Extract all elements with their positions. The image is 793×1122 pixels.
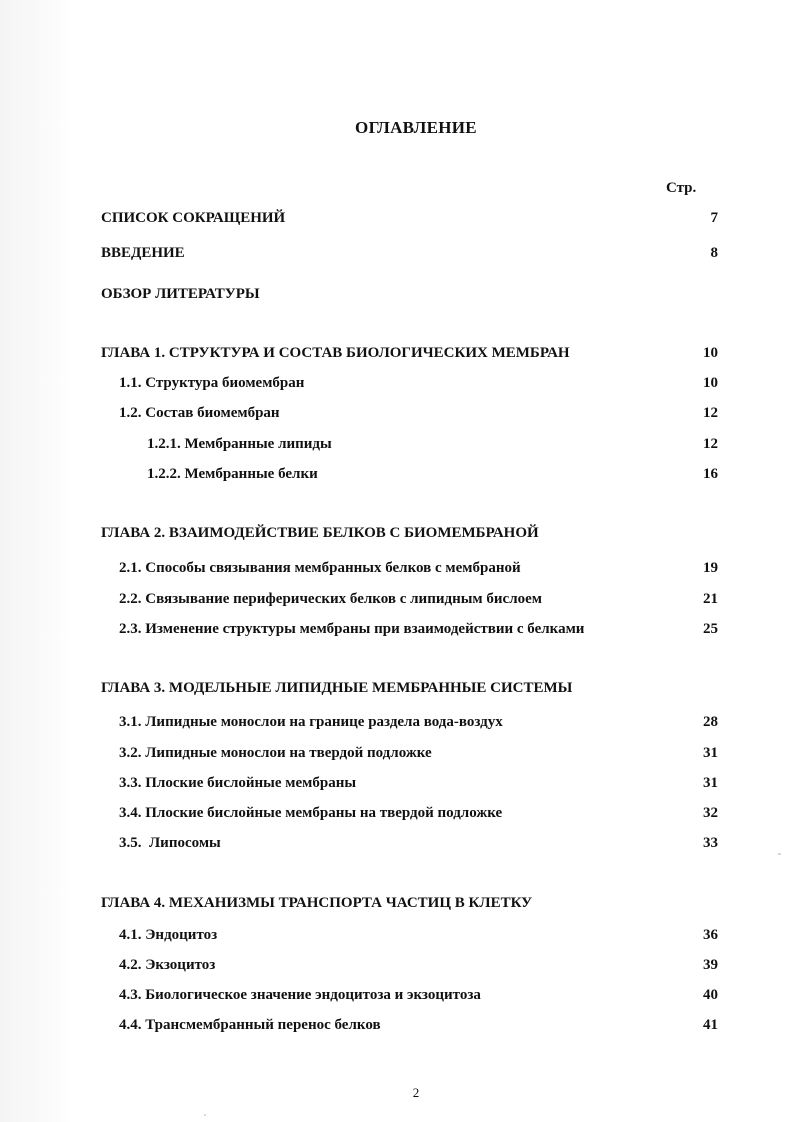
toc-entry-text: ГЛАВА 2. ВЗАИМОДЕЙСТВИЕ БЕЛКОВ С БИОМЕМБРАНОЙ: [101, 525, 539, 541]
toc-entry-text: 2.1. Способы связывания мембранных белков с мембраной: [119, 560, 521, 576]
toc-entry-text: СПИСОК СОКРАЩЕНИЙ: [101, 210, 286, 226]
page-column-label: Стр.: [666, 180, 697, 196]
toc-entry-text: ВВЕДЕНИЕ: [101, 245, 185, 261]
toc-entry-page: 12: [703, 405, 718, 421]
toc-entry-text: ОБЗОР ЛИТЕРАТУРЫ: [101, 286, 260, 302]
toc-entry-text: 2.3. Изменение структуры мембраны при взаимодействии с белками: [119, 621, 585, 637]
toc-entry-section-3-3[interactable]: [0, 773, 793, 793]
toc-entry-page: 28: [703, 714, 718, 730]
toc-entry-section-1-2-1[interactable]: [0, 434, 793, 454]
toc-entry-section-1-2[interactable]: [0, 403, 793, 423]
toc-entry-text: 4.3. Биологическое значение эндоцитоза и экзоцитоза: [119, 987, 481, 1003]
toc-entry-text: 3.3. Плоские бислойные мембраны: [119, 775, 357, 791]
toc-entry-text: ГЛАВА 1. СТРУКТУРА И СОСТАВ БИОЛОГИЧЕСКИХ МЕМБРАН: [101, 345, 570, 361]
toc-entry-page: 7: [710, 210, 718, 226]
toc-entry-page: 31: [703, 745, 718, 761]
toc-entry-literature-review[interactable]: [0, 284, 793, 304]
toc-entry-page: 39: [703, 957, 718, 973]
toc-entry-page: 40: [703, 987, 718, 1003]
toc-entry-page: 10: [703, 345, 718, 361]
toc-entry-section-4-2[interactable]: [0, 955, 793, 975]
toc-entry-chapter-1[interactable]: [0, 343, 793, 363]
toc-entry-chapter-3[interactable]: [0, 678, 793, 698]
toc-entry-section-3-4[interactable]: [0, 803, 793, 823]
toc-entry-text: 3.2. Липидные монослои на твердой подложке: [119, 745, 432, 761]
toc-entry-text: ГЛАВА 4. МЕХАНИЗМЫ ТРАНСПОРТА ЧАСТИЦ В КЛЕТКУ: [101, 895, 533, 911]
page-number: 2: [412, 1085, 420, 1100]
toc-entry-text: 4.2. Экзоцитоз: [119, 957, 216, 973]
toc-entry-text: 3.4. Плоские бислойные мембраны на твердой подложке: [119, 805, 503, 821]
toc-entry-page: 36: [703, 927, 718, 943]
scan-speck: [778, 853, 781, 855]
toc-entry-text: ГЛАВА 3. МОДЕЛЬНЫЕ ЛИПИДНЫЕ МЕМБРАННЫЕ СИСТЕМЫ: [101, 680, 573, 696]
toc-entry-section-1-2-2[interactable]: [0, 464, 793, 484]
toc-entry-text: 4.1. Эндоцитоз: [119, 927, 218, 943]
toc-entry-section-4-1[interactable]: [0, 925, 793, 945]
toc-entry-text: 3.5. Липосомы: [119, 835, 221, 851]
toc-entry-text: 1.2. Состав биомембран: [119, 405, 280, 421]
toc-entry-section-3-5[interactable]: [0, 833, 793, 853]
toc-entry-section-3-2[interactable]: [0, 743, 793, 763]
toc-entry-page: 31: [703, 775, 718, 791]
toc-entry-section-4-4[interactable]: [0, 1015, 793, 1035]
toc-entry-page: 10: [703, 375, 718, 391]
page-title: ОГЛАВЛЕНИЕ: [355, 118, 477, 137]
toc-entry-section-2-1[interactable]: [0, 558, 793, 578]
toc-entry-text: 3.1. Липидные монослои на границе раздела вода-воздух: [119, 714, 503, 730]
toc-entry-chapter-2[interactable]: [0, 523, 793, 543]
toc-entry-page: 21: [703, 591, 718, 607]
toc-entry-page: 41: [703, 1017, 718, 1033]
toc-entry-page: 25: [703, 621, 718, 637]
toc-entry-text: 1.2.1. Мембранные липиды: [147, 436, 332, 452]
toc-entry-section-3-1[interactable]: [0, 712, 793, 732]
toc-entry-text: 4.4. Трансмембранный перенос белков: [119, 1017, 381, 1033]
toc-entry-section-2-3[interactable]: [0, 619, 793, 639]
toc-entry-section-4-3[interactable]: [0, 985, 793, 1005]
toc-entry-introduction[interactable]: [0, 243, 793, 263]
toc-entry-text: 1.2.2. Мембранные белки: [147, 466, 318, 482]
toc-entry-page: 12: [703, 436, 718, 452]
toc-entry-page: 16: [703, 466, 718, 482]
toc-entry-page: 32: [703, 805, 718, 821]
toc-entry-abbreviations[interactable]: [0, 208, 793, 228]
toc-entry-page: 33: [703, 835, 718, 851]
scan-speck: [204, 1114, 206, 1116]
toc-entry-page: 8: [710, 245, 718, 261]
toc-entry-section-1-1[interactable]: [0, 373, 793, 393]
toc-entry-text: 2.2. Связывание периферических белков с липидным бислоем: [119, 591, 542, 607]
toc-entry-text: 1.1. Структура биомембран: [119, 375, 305, 391]
toc-entry-page: 19: [703, 560, 718, 576]
toc-entry-section-2-2[interactable]: [0, 589, 793, 609]
toc-entry-chapter-4[interactable]: [0, 893, 793, 913]
